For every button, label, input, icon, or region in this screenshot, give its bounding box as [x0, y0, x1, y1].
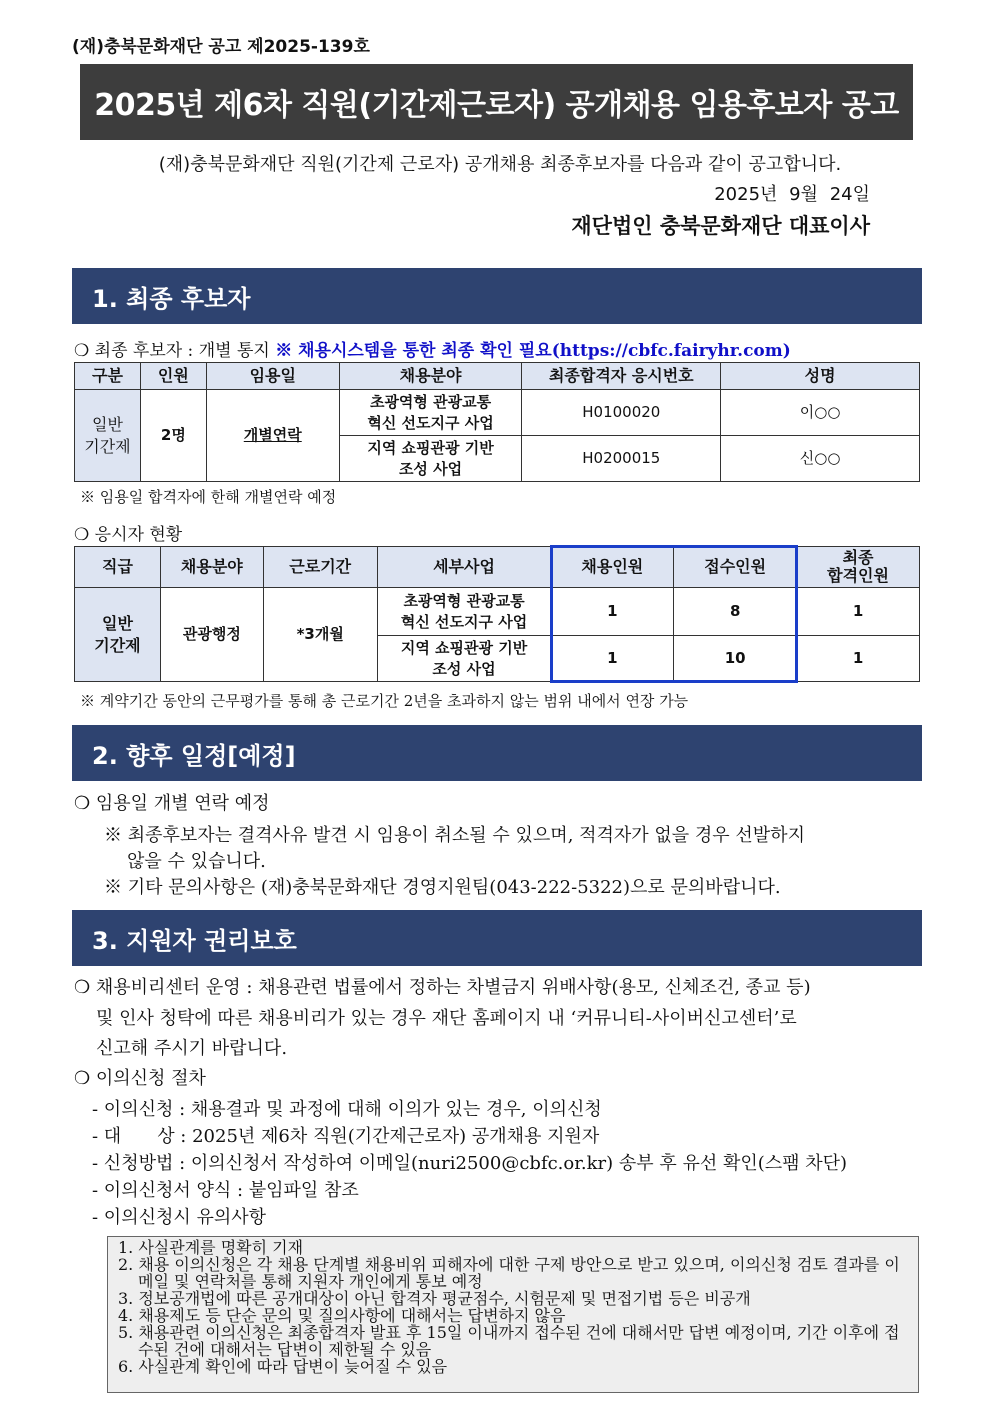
cell-field-1: 초광역형 관광교통 혁신 선도지구 사업 — [339, 390, 522, 436]
cell-final-1: 1 — [797, 588, 920, 636]
cell-received-2: 10 — [674, 636, 797, 682]
header-category: 구분 — [75, 363, 141, 390]
objection-note: 1. 사실관계를 명확히 기재 — [118, 1238, 304, 1257]
cell-received-1: 8 — [674, 588, 797, 636]
header-exam-number: 최종합격자 응시번호 — [522, 363, 721, 390]
cell-period: *3개월 — [263, 588, 377, 682]
header-count: 인원 — [140, 363, 206, 390]
cell-field: 관광행정 — [160, 588, 263, 682]
highlight-box — [550, 545, 798, 683]
final-candidate-line — [74, 336, 791, 361]
objection-note: 6. 사실관계 확인에 따라 답변이 늦어질 수 있음 — [118, 1357, 448, 1376]
schedule-note-1-line-1: ※ 최종후보자는 결격사유 발견 시 임용이 취소될 수 있으며, 적격자가 없을 경우 선발하지 — [104, 825, 805, 846]
final-candidate-table — [74, 362, 920, 482]
schedule-note-1-line-2: 않을 수 있습니다. — [127, 851, 266, 872]
header-project: 세부사업 — [377, 547, 551, 588]
header-appoint-date: 임용일 — [206, 363, 339, 390]
applicants-status-label: ❍ 응시자 현황 — [74, 525, 183, 545]
objection-note: 3. 정보공개법에 따른 공개대상이 아닌 합격자 평균점수, 시험문제 및 면접기법 등은 비공개 — [118, 1289, 751, 1308]
section-1-header: 1. 최종 후보자 — [72, 268, 922, 324]
intro-text: (재)충북문화재단 직원(기간제 근로자) 공개채용 최종후보자를 다음과 같이 공고합니다. — [158, 154, 842, 175]
objection-item: - 신청방법 : 이의신청서 작성하여 이메일(nuri2500@cbfc.or.kr) 송부 후 유선 확인(스팸 차단) — [92, 1153, 848, 1174]
cell-hire-2: 1 — [551, 636, 674, 682]
cell-appoint-date: 개별연락 — [206, 390, 339, 482]
document-title: 2025년 제6차 직원(기간제근로자) 공개채용 임용후보자 공고 — [80, 64, 913, 140]
objection-notes-box — [107, 1236, 919, 1393]
cell-count: 2명 — [140, 390, 206, 482]
ethics-center-line-1: ❍ 채용비리센터 운영 : 채용관련 법률에서 정하는 차별금지 위배사항(용모, 신체조건, 종교 등) — [74, 977, 811, 998]
issuer: 재단법인 충북문화재단 대표이사 — [571, 213, 870, 238]
section-3-header: 3. 지원자 권리보호 — [72, 910, 922, 966]
notice-number: (재)충북문화재단 공고 제2025-139호 — [72, 37, 370, 57]
cell-grade: 일반 기간제 — [75, 588, 161, 682]
note-appointment: ※ 임용일 합격자에 한해 개별연락 예정 — [80, 488, 337, 506]
final-candidate-prefix: ❍ 최종 후보자 : 개별 통지 — [74, 341, 276, 361]
header-field: 채용분야 — [160, 547, 263, 588]
cell-project-1: 초광역형 관광교통 혁신 선도지구 사업 — [377, 588, 551, 636]
cell-exam-number-2: H0200015 — [522, 436, 721, 482]
cell-name-1: 이○○ — [721, 390, 920, 436]
header-final-count: 최종 합격인원 — [797, 547, 920, 588]
objection-item: - 이의신청시 유의사항 — [92, 1207, 267, 1228]
header-grade: 직급 — [75, 547, 161, 588]
schedule-item: ❍ 임용일 개별 연락 예정 — [74, 793, 270, 814]
header-field: 채용분야 — [339, 363, 522, 390]
notice-date: 2025년 9월 24일 — [714, 184, 870, 205]
ethics-center-line-3: 신고해 주시기 바랍니다. — [96, 1038, 288, 1059]
objection-procedure-title: ❍ 이의신청 절차 — [74, 1068, 206, 1089]
header-period: 근로기간 — [263, 547, 377, 588]
objection-note: 4. 채용제도 등 단순 문의 및 질의사항에 대해서는 답변하지 않음 — [118, 1306, 566, 1325]
cell-final-2: 1 — [797, 636, 920, 682]
ethics-center-line-2: 및 인사 청탁에 따른 채용비리가 있는 경우 재단 홈페이지 내 ‘커뮤니티-사이버신고센터’로 — [96, 1008, 797, 1029]
objection-item: - 이의신청 : 채용결과 및 과정에 대해 이의가 있는 경우, 이의신청 — [92, 1099, 602, 1120]
objection-items — [92, 1096, 847, 1231]
cell-project-2: 지역 쇼핑관광 기반 조성 사업 — [377, 636, 551, 682]
objection-note: 5. 채용관련 이의신청은 최종합격자 발표 후 15일 이내까지 접수된 건에 대해서만 답변 예정이며, 기간 이후에 접수된 건에 대해서는 답변이 제한될 수 있음 — [118, 1323, 900, 1359]
cell-name-2: 신○○ — [721, 436, 920, 482]
system-check-link[interactable]: ※ 채용시스템을 통한 최종 확인 필요(https://cbfc.fairyhr.com) — [275, 341, 791, 361]
section-2-header: 2. 향후 일정[예정] — [72, 725, 922, 781]
header-name: 성명 — [721, 363, 920, 390]
schedule-note-2: ※ 기타 문의사항은 (재)충북문화재단 경영지원팀(043-222-5322)으로 문의바랍니다. — [104, 877, 781, 898]
note-contract: ※ 계약기간 동안의 근무평가를 통해 총 근로기간 2년을 초과하지 않는 범위 내에서 연장 가능 — [80, 692, 689, 710]
objection-item: - 이의신청서 양식 : 붙임파일 참조 — [92, 1180, 359, 1201]
objection-item: - 대 상 : 2025년 제6차 직원(기간제근로자) 공개채용 지원자 — [92, 1126, 600, 1147]
header-received-count: 접수인원 — [674, 547, 797, 588]
cell-field-2: 지역 쇼핑관광 기반 조성 사업 — [339, 436, 522, 482]
cell-hire-1: 1 — [551, 588, 674, 636]
cell-category: 일반 기간제 — [75, 390, 141, 482]
cell-exam-number-1: H0100020 — [522, 390, 721, 436]
objection-note: 2. 채용 이의신청은 각 채용 단계별 채용비위 피해자에 대한 구제 방안으로 받고 있으며, 이의신청 검토 결과를 이메일 및 연락처를 통해 지원자 개인에게 통보 예정 — [118, 1255, 900, 1291]
header-hire-count: 채용인원 — [551, 547, 674, 588]
